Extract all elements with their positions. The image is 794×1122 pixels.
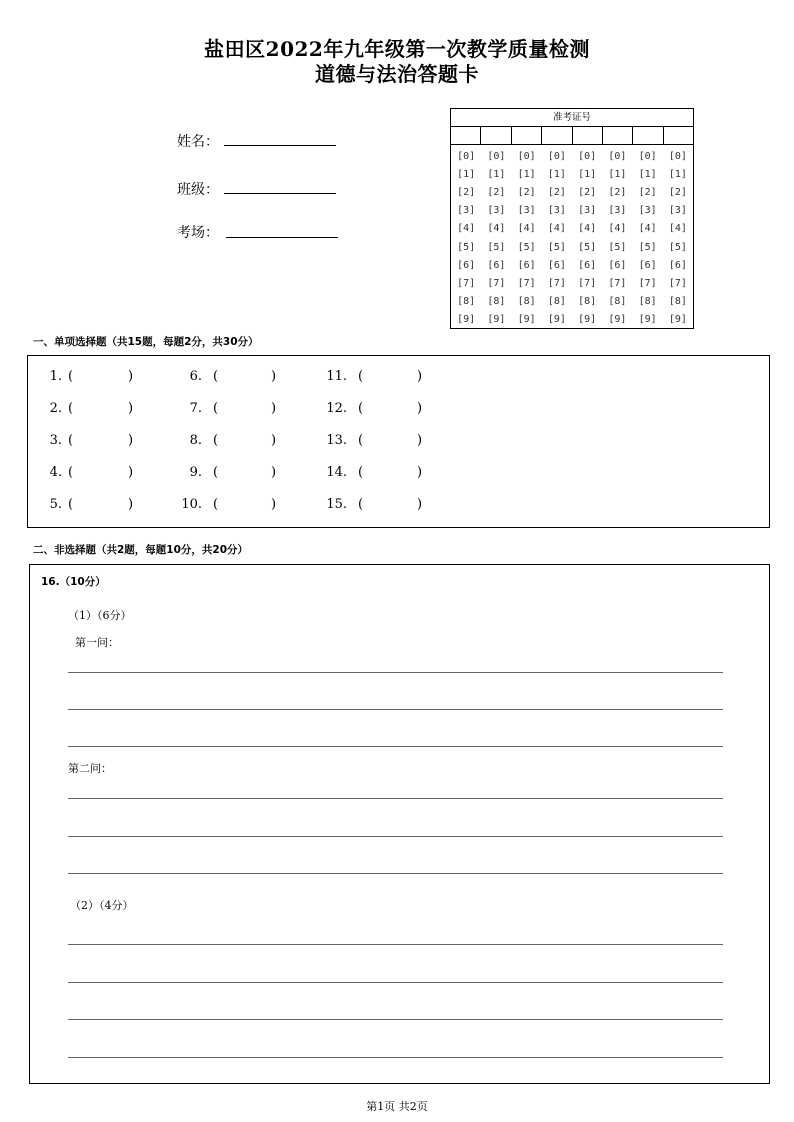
digit-bubble[interactable]: [0] — [578, 151, 597, 162]
answer-open-paren[interactable]: ( — [68, 465, 74, 480]
digit-bubble[interactable]: [6] — [608, 259, 627, 271]
answer-open-paren[interactable]: ( — [213, 369, 219, 384]
answer-open-paren[interactable]: ( — [358, 369, 364, 384]
answer-open-paren[interactable]: ( — [68, 401, 74, 416]
digit-bubble[interactable]: [7] — [547, 277, 566, 289]
question-number: 2. — [49, 401, 62, 416]
answer-close-paren[interactable]: ) — [417, 433, 423, 448]
digit-bubble[interactable]: [6] — [547, 259, 566, 271]
answer-line[interactable] — [68, 1019, 723, 1020]
digit-bubble[interactable]: [8] — [517, 295, 536, 307]
answer-open-paren[interactable]: ( — [68, 369, 74, 384]
answer-close-paren[interactable]: ) — [128, 369, 134, 384]
answer-close-paren[interactable]: ) — [417, 369, 423, 384]
class-label: 班级： — [177, 182, 219, 198]
digit-bubble[interactable]: [0] — [517, 151, 536, 162]
question-number: 6. — [189, 369, 202, 384]
question-number: 7. — [189, 401, 202, 416]
question-number: 1. — [49, 369, 62, 384]
admission-number-box — [450, 108, 694, 329]
answer-close-paren[interactable]: ) — [128, 401, 134, 416]
digit-bubble[interactable]: [4] — [578, 223, 597, 235]
digit-bubble[interactable]: [9] — [668, 313, 687, 325]
page-title: 盐田区2022年九年级第一次教学质量检测 — [204, 37, 590, 61]
question-number: 8. — [189, 433, 202, 448]
question-number: 5. — [49, 497, 62, 512]
digit-bubble[interactable]: [3] — [547, 205, 566, 217]
digit-bubble[interactable]: [6] — [517, 259, 536, 271]
answer-open-paren[interactable]: ( — [68, 497, 74, 512]
write-cell[interactable] — [664, 127, 693, 144]
question-number: 10. — [181, 497, 202, 512]
digit-bubble[interactable]: [6] — [457, 259, 476, 271]
answer-open-paren[interactable]: ( — [358, 497, 364, 512]
digit-bubble[interactable]: [1] — [608, 169, 627, 181]
answer-close-paren[interactable]: ) — [271, 433, 277, 448]
digit-bubble[interactable]: [2] — [517, 187, 536, 199]
digit-bubble[interactable]: [5] — [547, 241, 566, 253]
answer-line[interactable] — [68, 709, 723, 710]
digit-bubble[interactable]: [8] — [578, 295, 597, 307]
digit-bubble[interactable]: [4] — [638, 223, 657, 235]
digit-bubble[interactable]: [4] — [547, 223, 566, 235]
digit-bubble[interactable]: [6] — [638, 259, 657, 271]
digit-bubble[interactable]: [8] — [668, 295, 687, 307]
write-cell[interactable] — [603, 127, 633, 144]
question-number: 4. — [49, 465, 62, 480]
section2-title: 二、非选择题（共2题，每题10分，共20分） — [33, 544, 249, 556]
digit-bubble[interactable]: [5] — [457, 241, 476, 253]
digit-bubble[interactable]: [6] — [668, 259, 687, 271]
digit-bubble[interactable]: [6] — [487, 259, 506, 271]
digit-bubble[interactable]: [7] — [638, 277, 657, 289]
subquestion2-label: 第二问： — [68, 762, 112, 775]
question-number: 12. — [326, 401, 347, 416]
digit-bubble[interactable]: [2] — [638, 187, 657, 199]
answer-close-paren[interactable]: ) — [271, 497, 277, 512]
digit-bubble[interactable]: [3] — [517, 205, 536, 217]
write-cell[interactable] — [451, 127, 481, 144]
digit-bubble[interactable]: [3] — [668, 205, 687, 217]
section1-title: 一、单项选择题（共15题，每题2分，共30分） — [33, 336, 259, 348]
question-16-title: 16.（10分） — [41, 576, 106, 588]
digit-bubble[interactable]: [7] — [578, 277, 597, 289]
answer-close-paren[interactable]: ) — [417, 497, 423, 512]
digit-bubble[interactable]: [5] — [517, 241, 536, 253]
answer-close-paren[interactable]: ) — [271, 369, 277, 384]
answer-open-paren[interactable]: ( — [213, 401, 219, 416]
digit-bubble[interactable]: [2] — [487, 187, 506, 199]
digit-bubble[interactable]: [1] — [547, 169, 566, 181]
room-label: 考场： — [177, 225, 219, 241]
page-number: 第1页 共2页 — [366, 1100, 428, 1113]
answer-line[interactable] — [68, 746, 723, 747]
digit-bubble[interactable]: [8] — [487, 295, 506, 307]
digit-bubble[interactable]: [8] — [457, 295, 476, 307]
digit-bubble[interactable]: [9] — [638, 313, 657, 325]
digit-bubble[interactable]: [7] — [487, 277, 506, 289]
question-number: 13. — [326, 433, 347, 448]
digit-bubble[interactable]: [7] — [608, 277, 627, 289]
write-cell[interactable] — [542, 127, 572, 144]
write-cell[interactable] — [633, 127, 663, 144]
digit-bubble[interactable]: [2] — [547, 187, 566, 199]
name-label: 姓名： — [177, 134, 219, 150]
answer-line[interactable] — [68, 836, 723, 837]
part1-label: （1）（6分） — [68, 609, 132, 622]
answer-open-paren[interactable]: ( — [213, 497, 219, 512]
answer-line[interactable] — [68, 1057, 723, 1058]
digit-bubble[interactable]: [8] — [638, 295, 657, 307]
digit-bubble[interactable]: [3] — [487, 205, 506, 217]
digit-bubble[interactable]: [3] — [638, 205, 657, 217]
digit-bubble[interactable]: [0] — [487, 151, 506, 162]
admission-number-write-row — [451, 127, 693, 145]
answer-close-paren[interactable]: ) — [271, 401, 277, 416]
answer-open-paren[interactable]: ( — [358, 401, 364, 416]
answer-line[interactable] — [68, 873, 723, 874]
digit-bubble[interactable]: [0] — [457, 151, 476, 162]
digit-bubble[interactable]: [1] — [487, 169, 506, 181]
digit-bubble[interactable]: [9] — [457, 313, 476, 325]
digit-bubble[interactable]: [2] — [457, 187, 476, 199]
digit-bubble[interactable]: [8] — [608, 295, 627, 307]
room-field[interactable] — [226, 237, 338, 238]
answer-open-paren[interactable]: ( — [358, 433, 364, 448]
digit-bubble[interactable]: [4] — [608, 223, 627, 235]
digit-bubble[interactable]: [6] — [578, 259, 597, 271]
write-cell[interactable] — [573, 127, 603, 144]
answer-close-paren[interactable]: ) — [128, 433, 134, 448]
digit-bubble[interactable]: [2] — [608, 187, 627, 199]
digit-bubble[interactable]: [1] — [578, 169, 597, 181]
digit-bubble[interactable]: [1] — [457, 169, 476, 181]
page-subtitle: 道德与法治答题卡 — [315, 62, 479, 86]
digit-bubble[interactable]: [3] — [608, 205, 627, 217]
subquestion1-label: 第一问： — [75, 636, 119, 649]
answer-close-paren[interactable]: ) — [128, 497, 134, 512]
digit-bubble[interactable]: [5] — [578, 241, 597, 253]
digit-bubble[interactable]: [9] — [517, 313, 536, 325]
answer-close-paren[interactable]: ) — [271, 465, 277, 480]
open-answer-box — [29, 564, 770, 1084]
digit-bubble[interactable]: [8] — [547, 295, 566, 307]
question-number: 3. — [49, 433, 62, 448]
digit-bubble[interactable]: [0] — [668, 151, 687, 162]
digit-bubble[interactable]: [7] — [457, 277, 476, 289]
digit-bubble[interactable]: [5] — [608, 241, 627, 253]
write-cell[interactable] — [481, 127, 511, 144]
digit-bubble[interactable]: [0] — [608, 151, 627, 162]
answer-close-paren[interactable]: ) — [417, 401, 423, 416]
answer-line[interactable] — [68, 672, 723, 673]
answer-close-paren[interactable]: ) — [417, 465, 423, 480]
answer-open-paren[interactable]: ( — [213, 433, 219, 448]
write-cell[interactable] — [512, 127, 542, 144]
answer-open-paren[interactable]: ( — [213, 465, 219, 480]
digit-bubble[interactable]: [9] — [547, 313, 566, 325]
digit-bubble[interactable]: [1] — [638, 169, 657, 181]
digit-bubble[interactable]: [7] — [668, 277, 687, 289]
digit-bubble[interactable]: [2] — [578, 187, 597, 199]
digit-bubble[interactable]: [3] — [457, 205, 476, 217]
digit-bubble[interactable]: [9] — [578, 313, 597, 325]
digit-bubble[interactable]: [1] — [517, 169, 536, 181]
digit-bubble[interactable]: [4] — [487, 223, 506, 235]
digit-bubble[interactable]: [0] — [547, 151, 566, 162]
digit-bubble[interactable]: [0] — [638, 151, 657, 162]
answer-open-paren[interactable]: ( — [358, 465, 364, 480]
digit-bubble[interactable]: [3] — [578, 205, 597, 217]
admission-number-label: 准考证号 — [451, 109, 693, 127]
name-field[interactable] — [224, 145, 336, 146]
digit-bubble[interactable]: [9] — [608, 313, 627, 325]
digit-bubble[interactable]: [5] — [638, 241, 657, 253]
digit-bubble[interactable]: [4] — [457, 223, 476, 235]
answer-line[interactable] — [68, 982, 723, 983]
digit-bubble[interactable]: [5] — [487, 241, 506, 253]
class-field[interactable] — [224, 193, 336, 194]
digit-bubble[interactable]: [4] — [517, 223, 536, 235]
digit-bubble[interactable]: [4] — [668, 223, 687, 235]
digit-bubble[interactable]: [9] — [487, 313, 506, 325]
question-number: 15. — [326, 497, 347, 512]
question-number: 9. — [189, 465, 202, 480]
part2-label: （2）（4分） — [70, 899, 134, 912]
answer-close-paren[interactable]: ) — [128, 465, 134, 480]
multiple-choice-box — [27, 355, 770, 528]
question-number: 14. — [326, 465, 347, 480]
answer-line[interactable] — [68, 798, 723, 799]
digit-bubble[interactable]: [1] — [668, 169, 687, 181]
answer-line[interactable] — [68, 944, 723, 945]
answer-open-paren[interactable]: ( — [68, 433, 74, 448]
digit-bubble[interactable]: [7] — [517, 277, 536, 289]
question-number: 11. — [326, 369, 347, 384]
digit-bubble[interactable]: [2] — [668, 187, 687, 199]
digit-bubble[interactable]: [5] — [668, 241, 687, 253]
